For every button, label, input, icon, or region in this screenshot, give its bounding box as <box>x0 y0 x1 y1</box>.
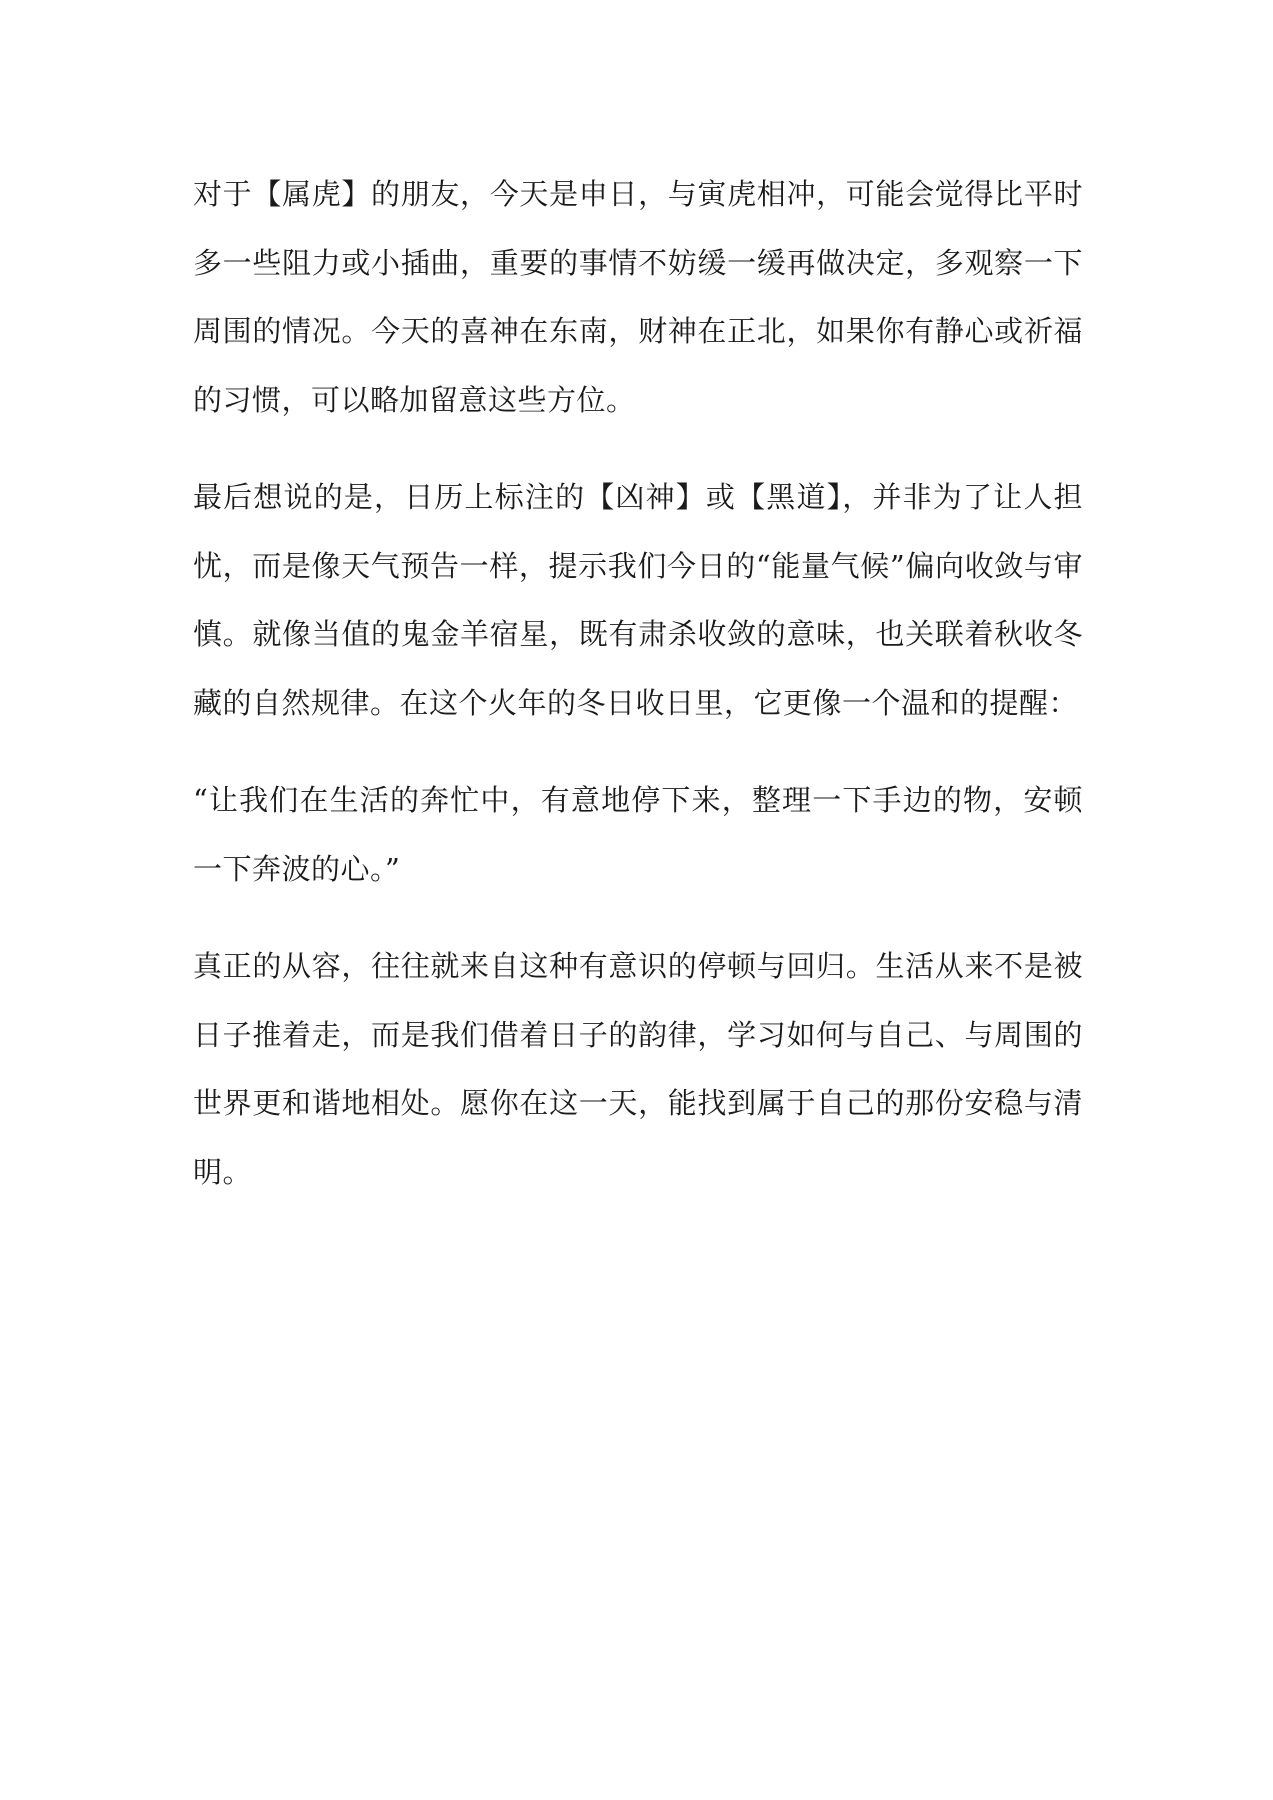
paragraph-quote: “让我们在生活的奔忙中，有意地停下来，整理一下手边的物，安顿一下奔波的心。” <box>193 783 1083 886</box>
paragraph-tiger-zodiac: 对于【属虎】的朋友，今天是申日，与寅虎相冲，可能会觉得比平时多一些阻力或小插曲，重要的事情不妨缓一缓再做决定，多观察一下周围的情况。今天的喜神在东南，财神在正北，如果你有静心或祈福的习惯，可以略加留意这些方位。 <box>193 177 1083 417</box>
document-body <box>193 160 1083 1235</box>
paragraph-closing-thoughts: 最后想说的是，日历上标注的【凶神】或【黑道】，并非为了让人担忧，而是像天气预告一样，提示我们今日的“能量气候”偏向收敛与审慎。就像当值的鬼金羊宿星，既有肃杀收敛的意味，也关联着秋收冬藏的自然规律。在这个火年的冬日收日里，它更像一个温和的提醒： <box>193 480 1083 720</box>
paragraph-conclusion: 真正的从容，往往就来自这种有意识的停顿与回归。生活从来不是被日子推着走，而是我们借着日子的韵律，学习如何与自己、与周围的世界更和谐地相处。愿你在这一天，能找到属于自己的那份安稳与清明。 <box>193 949 1083 1189</box>
